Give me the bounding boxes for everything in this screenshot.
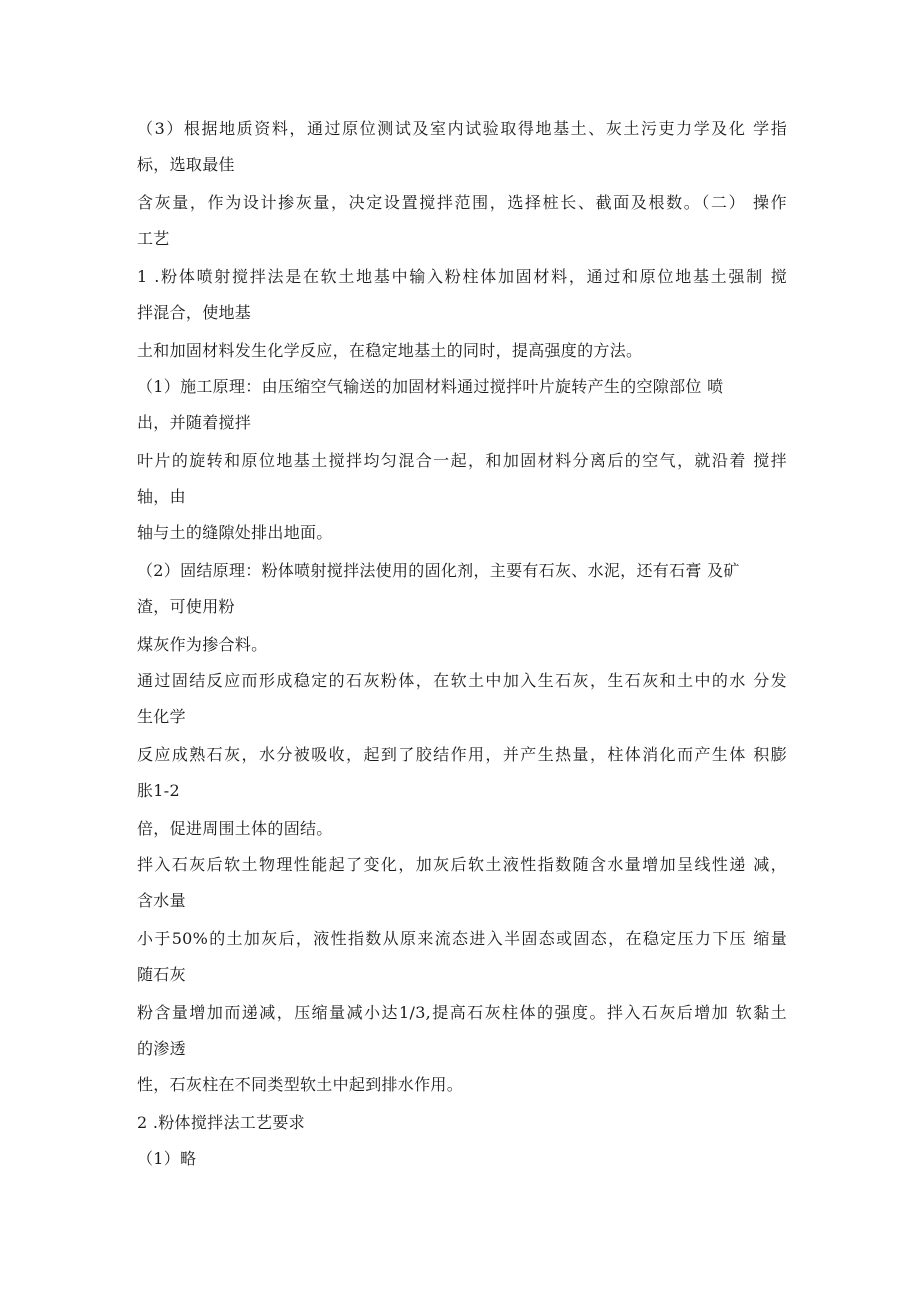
text-line: （1）施工原理：由压缩空气输送的加固材料通过搅拌叶片旋转产生的空隙部位 喷 bbox=[137, 377, 724, 396]
text-line: 煤灰作为掺合料。 bbox=[137, 635, 268, 654]
text-line: 2 .粉体搅拌法工艺要求 bbox=[137, 1113, 305, 1132]
text-line: 土和加固材料发生化学反应，在稳定地基土的同时，提高强度的方法。 bbox=[137, 341, 643, 360]
text-line: 反应成熟石灰，水分被吸收，起到了胶结作用，并产生热量，柱体消化而产生体 积膨 bbox=[137, 745, 787, 764]
text-line: 小于50%的土加灰后，液性指数从原来流态进入半固态或固态，在稳定压力下压 缩量 bbox=[137, 929, 787, 948]
text-line: 通过固结反应而形成稳定的石灰粉体，在软土中加入生石灰，生石灰和土中的水 分发 bbox=[137, 671, 787, 690]
text-line: 拌入石灰后软土物理性能起了变化，加灰后软土液性指数随含水量增加呈线性递 减， bbox=[137, 855, 787, 874]
text-line: 轴，由 bbox=[137, 487, 186, 506]
text-line: 生化学 bbox=[137, 707, 186, 726]
text-line: 叶片的旋转和原位地基土搅拌均匀混合一起，和加固材料分离后的空气，就沿着 搅拌 bbox=[137, 451, 787, 470]
text-line: 渣，可使用粉 bbox=[137, 597, 235, 616]
text-line: 的渗透 bbox=[137, 1039, 186, 1058]
text-line: 含灰量，作为设计掺灰量，决定设置搅拌范围，选择桩长、截面及根数。（二） 操作 bbox=[137, 193, 787, 212]
text-line: 随石灰 bbox=[137, 965, 186, 984]
text-line: 标，选取最佳 bbox=[137, 155, 235, 174]
text-line: （3）根据地质资料，通过原位测试及室内试验取得地基土、灰土污吏力学及化 学指 bbox=[137, 119, 787, 138]
text-line: 胀1-2 bbox=[137, 781, 180, 800]
text-line: 性，石灰柱在不同类型软土中起到排水作用。 bbox=[137, 1075, 464, 1094]
text-line: 倍，促进周围土体的固结。 bbox=[137, 819, 333, 838]
text-line: 轴与土的缝隙处排出地面。 bbox=[137, 523, 333, 542]
text-line: （2）固结原理：粉体喷射搅拌法使用的固化剂，主要有石灰、水泥，还有石膏 及矿 bbox=[137, 561, 740, 580]
text-line: （1）略 bbox=[137, 1149, 197, 1168]
text-line: 出，并随着搅拌 bbox=[137, 413, 252, 432]
text-line: 拌混合，使地基 bbox=[137, 303, 252, 322]
text-line: 粉含量增加而递减，压缩量减小达1/3,提高石灰柱体的强度。拌入石灰后增加 软黏土 bbox=[137, 1003, 787, 1022]
text-line: 1 .粉体喷射搅拌法是在软土地基中输入粉柱体加固材料，通过和原位地基土强制 搅 bbox=[137, 267, 787, 286]
text-line: 含水量 bbox=[137, 891, 186, 910]
text-line: 工艺 bbox=[137, 229, 170, 248]
